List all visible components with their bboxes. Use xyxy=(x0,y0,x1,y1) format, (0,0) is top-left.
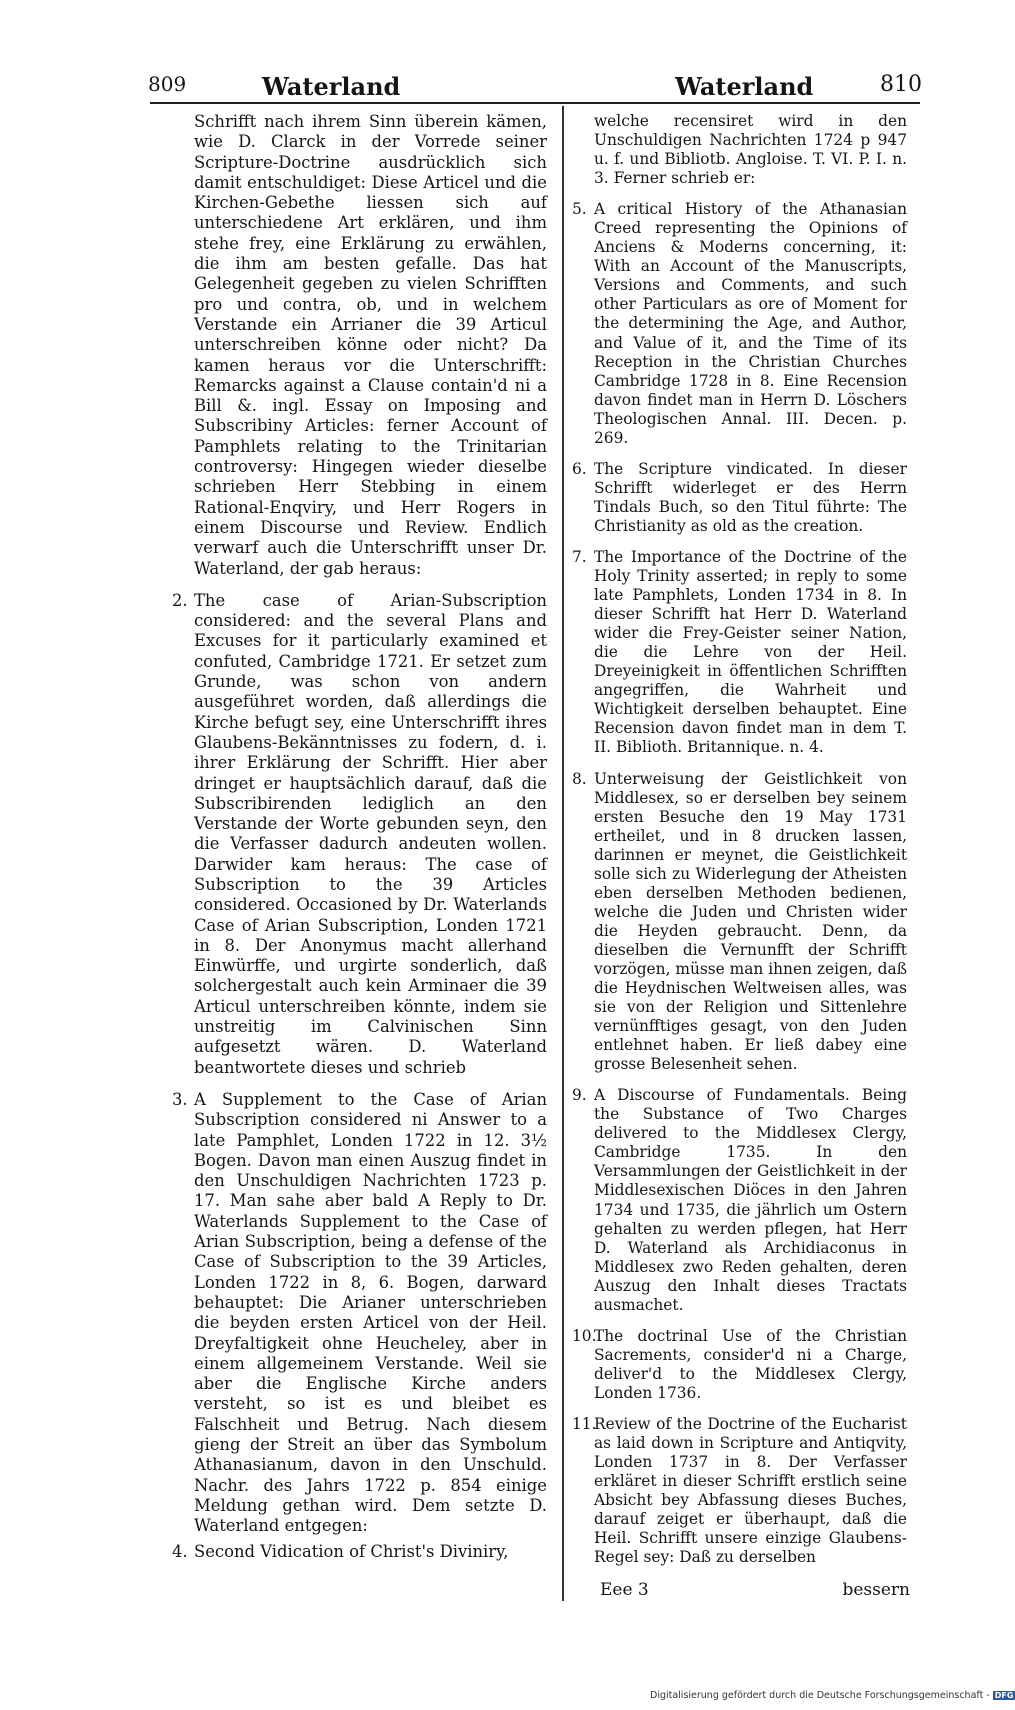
header-rule xyxy=(150,102,920,104)
list-item xyxy=(172,591,547,1078)
entry-text: The case of Arian-Subscription considered: and the several Plans and Excuses for it particularly examined et confuted, Cambridge 1721. Er setzet zum Grunde, was schon von andern ausgeführet worden, daß allerdings die Kirche befugt sey, eine Unterschrifft ihres Glaubens-Bekänntnisses zu fodern, d. i. ihrer Erklärung der Schrifft. Hier aber dringet er hauptsächlich darauf, daß die Subscribirenden lediglich an den Verstande der Worte gebunden seyn, den die Verfasser dadurch andeuten wollen. Darwider kam heraus: The case of Subscription to the 39 Articles considered. Occasioned by Dr. Waterlands Case of Arian Subscription, Londen 1721 in 8. Der Anonymus macht allerhand Einwürffe, und urgirte sonderlich, daß solchergestalt auch kein Arminaer die 39 Articul unterschreiben könnte, indem sie unstreitig im Calvinischen Sinn aufgesetzt wären. D. Waterland beantwortete dieses und schrieb xyxy=(194,590,547,1077)
entry-text: Second Vidication of Christ's Diviniry, xyxy=(194,1542,509,1562)
entry-number: 9. xyxy=(572,1086,587,1105)
right-column xyxy=(572,112,907,1567)
entry-text: A Supplement to the Case of Arian Subscription considered ni Answer to a late Pamphlet, Londen 1722 in 12. 3½ Bogen. Davon man einen Auszug findet in den Unschuldigen Nachrichten 1723 p. 17. Man sahe aber bald A Reply to Dr. Waterlands Supplement to the Case of Arian Subscription, being a defense of the Case of Subscription to the 39 Articles, Londen 1722 in 8, 6. Bogen, darward behauptet: Die Arianer unterschrieben die beyden ersten Articel von der Heil. Dreyfaltigkeit ohne Heucheley, aber in einem allgemeinem Verstande. Weil sie aber die Englische Kirche anders versteht, so ist es und bleibet es Falschheit und Betrug. Nach diesem gieng der Streit an über das Symbolum Athanasianum, davon in den Unschuld. Nachr. des Jahrs 1722 p. 854 einige Meldung gethan wird. Dem setzte D. Waterland entgegen: xyxy=(194,1089,547,1536)
entry-text: Unterweisung der Geistlichkeit von Middlesex, so er derselben bey seinem ersten Besuche den 19 May 1731 ertheilet, und in 8 drucken lassen, darinnen er meynet, die Geistlichkeit solle sich zu Widerlegung der Atheisten eben derselben Methoden bedienen, welche die Juden und Christen wider die Heyden gebraucht. Denn, da dieselben die Vernunfft der Schrifft vorzögen, müsse man ihnen zeigen, daß die Heydnischen Weltweisen alles, was sie von der Religion und Sittenlehre vernünfftiges gesagt, von den Juden entlehnet haben. Er ließ dabey eine grosse Belesenheit sehen. xyxy=(594,769,907,1074)
dfg-logo: DFG xyxy=(994,1691,1014,1700)
digitization-credit xyxy=(650,1690,1015,1701)
entry-number: 10. xyxy=(572,1326,597,1345)
list-item xyxy=(572,1327,907,1403)
catchword: bessern xyxy=(842,1580,910,1600)
entry-number: 4. xyxy=(172,1542,188,1562)
credit-text: Digitalisierung gefördert durch die Deutsche Forschungsgemeinschaft - xyxy=(650,1690,990,1701)
list-item xyxy=(572,770,907,1075)
list-item xyxy=(572,1086,907,1315)
page-number-left: 809 xyxy=(148,72,187,96)
entry-number: 8. xyxy=(572,769,587,788)
entry-number: 5. xyxy=(572,200,587,219)
entry-number: 3. xyxy=(172,1089,188,1109)
left-intro-paragraph: Schrifft nach ihrem Sinn überein kämen, wie D. Clarck in der Vorrede seiner Scripture-Doctrine ausdrücklich sich damit entschuldiget: Diese Articel und die Kirchen-Gebethe liessen sich auf unterschiedene Art erklären, und ihm stehe frey, eine Erklärung zu erwählen, die ihm am besten gefalle. Das hat Gelegenheit gegeben zu vielen Schrifften pro und contra, ob, und in welchem Verstande ein Arrianer die 39 Articul unterschreiben könne oder nicht? Da kamen heraus vor die Unterschrifft: Remarcks against a Clause contain'd ni a Bill &. ingl. Essay on Imposing and Subscribiny Articles: ferner Account of Pamphlets relating to the Trinitarian controversy: Hingegen wieder dieselbe schrieben Herr Stebbing in einem Rational-Enqviry, und Herr Rogers in einem Discourse und Review. Endlich verwarf auch die Unterschrifft unser Dr. Waterland, der gab heraus: xyxy=(194,112,547,578)
entry-text: The doctrinal Use of the Christian Sacrements, consider'd ni a Charge, deliver'd to the Middlesex Clergy, Londen 1736. xyxy=(594,1326,907,1402)
entry-number: 6. xyxy=(572,459,587,478)
entry-number: 2. xyxy=(172,590,188,610)
list-item xyxy=(572,1415,907,1567)
entry-text: Review of the Doctrine of the Eucharist as laid down in Scripture and Antiqvity, Londen 1737 in 8. Der Verfasser erkläret in dieser Schrifft erstlich seine Absicht bey Abfassung dieses Buches, darauf zeiget er überhaupt, daß die Heil. Schrifft unsere einzige Glaubens-Regel sey: Daß zu derselben xyxy=(594,1415,907,1567)
headword-right: Waterland xyxy=(675,72,814,101)
right-intro-paragraph: welche recensiret wird in den Unschuldigen Nachrichten 1724 p 947 u. f. und Bibliotb. Angloise. T. VI. P. I. n. 3. Ferner schrieb er: xyxy=(594,112,907,188)
list-item xyxy=(572,548,907,758)
entry-number: 11. xyxy=(572,1415,597,1433)
column-divider xyxy=(562,106,564,1601)
list-item xyxy=(172,1090,547,1537)
entry-text: A critical History of the Athanasian Creed representing the Opinions of Anciens & Moderns concerning, it: With an Account of the Manuscripts, Versions and Comments, and such other Particulars as ore of Moment for the determining the Age, and Author, and Value of it, and the Time of its Reception in the Christian Churches Cambridge 1728 in 8. Eine Recension davon findet man in Herrn D. Löschers Theologischen Annal. III. Decen. p. 269. xyxy=(594,200,907,447)
list-item xyxy=(572,200,907,448)
entry-text: The Importance of the Doctrine of the Holy Trinity asserted; in reply to some late Pamphlets, Londen 1734 in 8. In dieser Schrifft hat Herr D. Waterland wider die Frey-Geister seiner Nation, die die Lehre von der Heil. Dreyeinigkeit in öffentlichen Schrifften angegriffen, die Wahrheit und Wichtigkeit derselben behauptet. Eine Recension davon findet man in dem T. II. Biblioth. Britannique. n. 4. xyxy=(594,547,907,757)
headword-left: Waterland xyxy=(262,72,401,101)
left-column xyxy=(172,112,547,1563)
entry-text: The Scripture vindicated. In dieser Schrifft widerleget er des Herrn Tindals Buch, so den Titul führte: The Christianity as old as the creation. xyxy=(594,459,907,535)
list-item xyxy=(572,460,907,536)
entry-text: A Discourse of Fundamentals. Being the Substance of Two Charges delivered to the Middlesex Clergy, Cambridge 1735. In den Versammlungen der Geistlichkeit in der Middlesexischen Diöces in den Jahren 1734 und 1735, die jährlich um Ostern gehalten zu werden pflegen, hat Herr D. Waterland als Archidiaconus in Middlesex zwo Reden gehalten, deren Auszug den Inhalt dieses Tractats ausmachet. xyxy=(594,1086,907,1314)
signature-mark: Eee 3 xyxy=(600,1580,649,1600)
entry-number: 7. xyxy=(572,547,587,566)
page-number-right: 810 xyxy=(880,72,922,97)
list-item xyxy=(172,1542,547,1562)
